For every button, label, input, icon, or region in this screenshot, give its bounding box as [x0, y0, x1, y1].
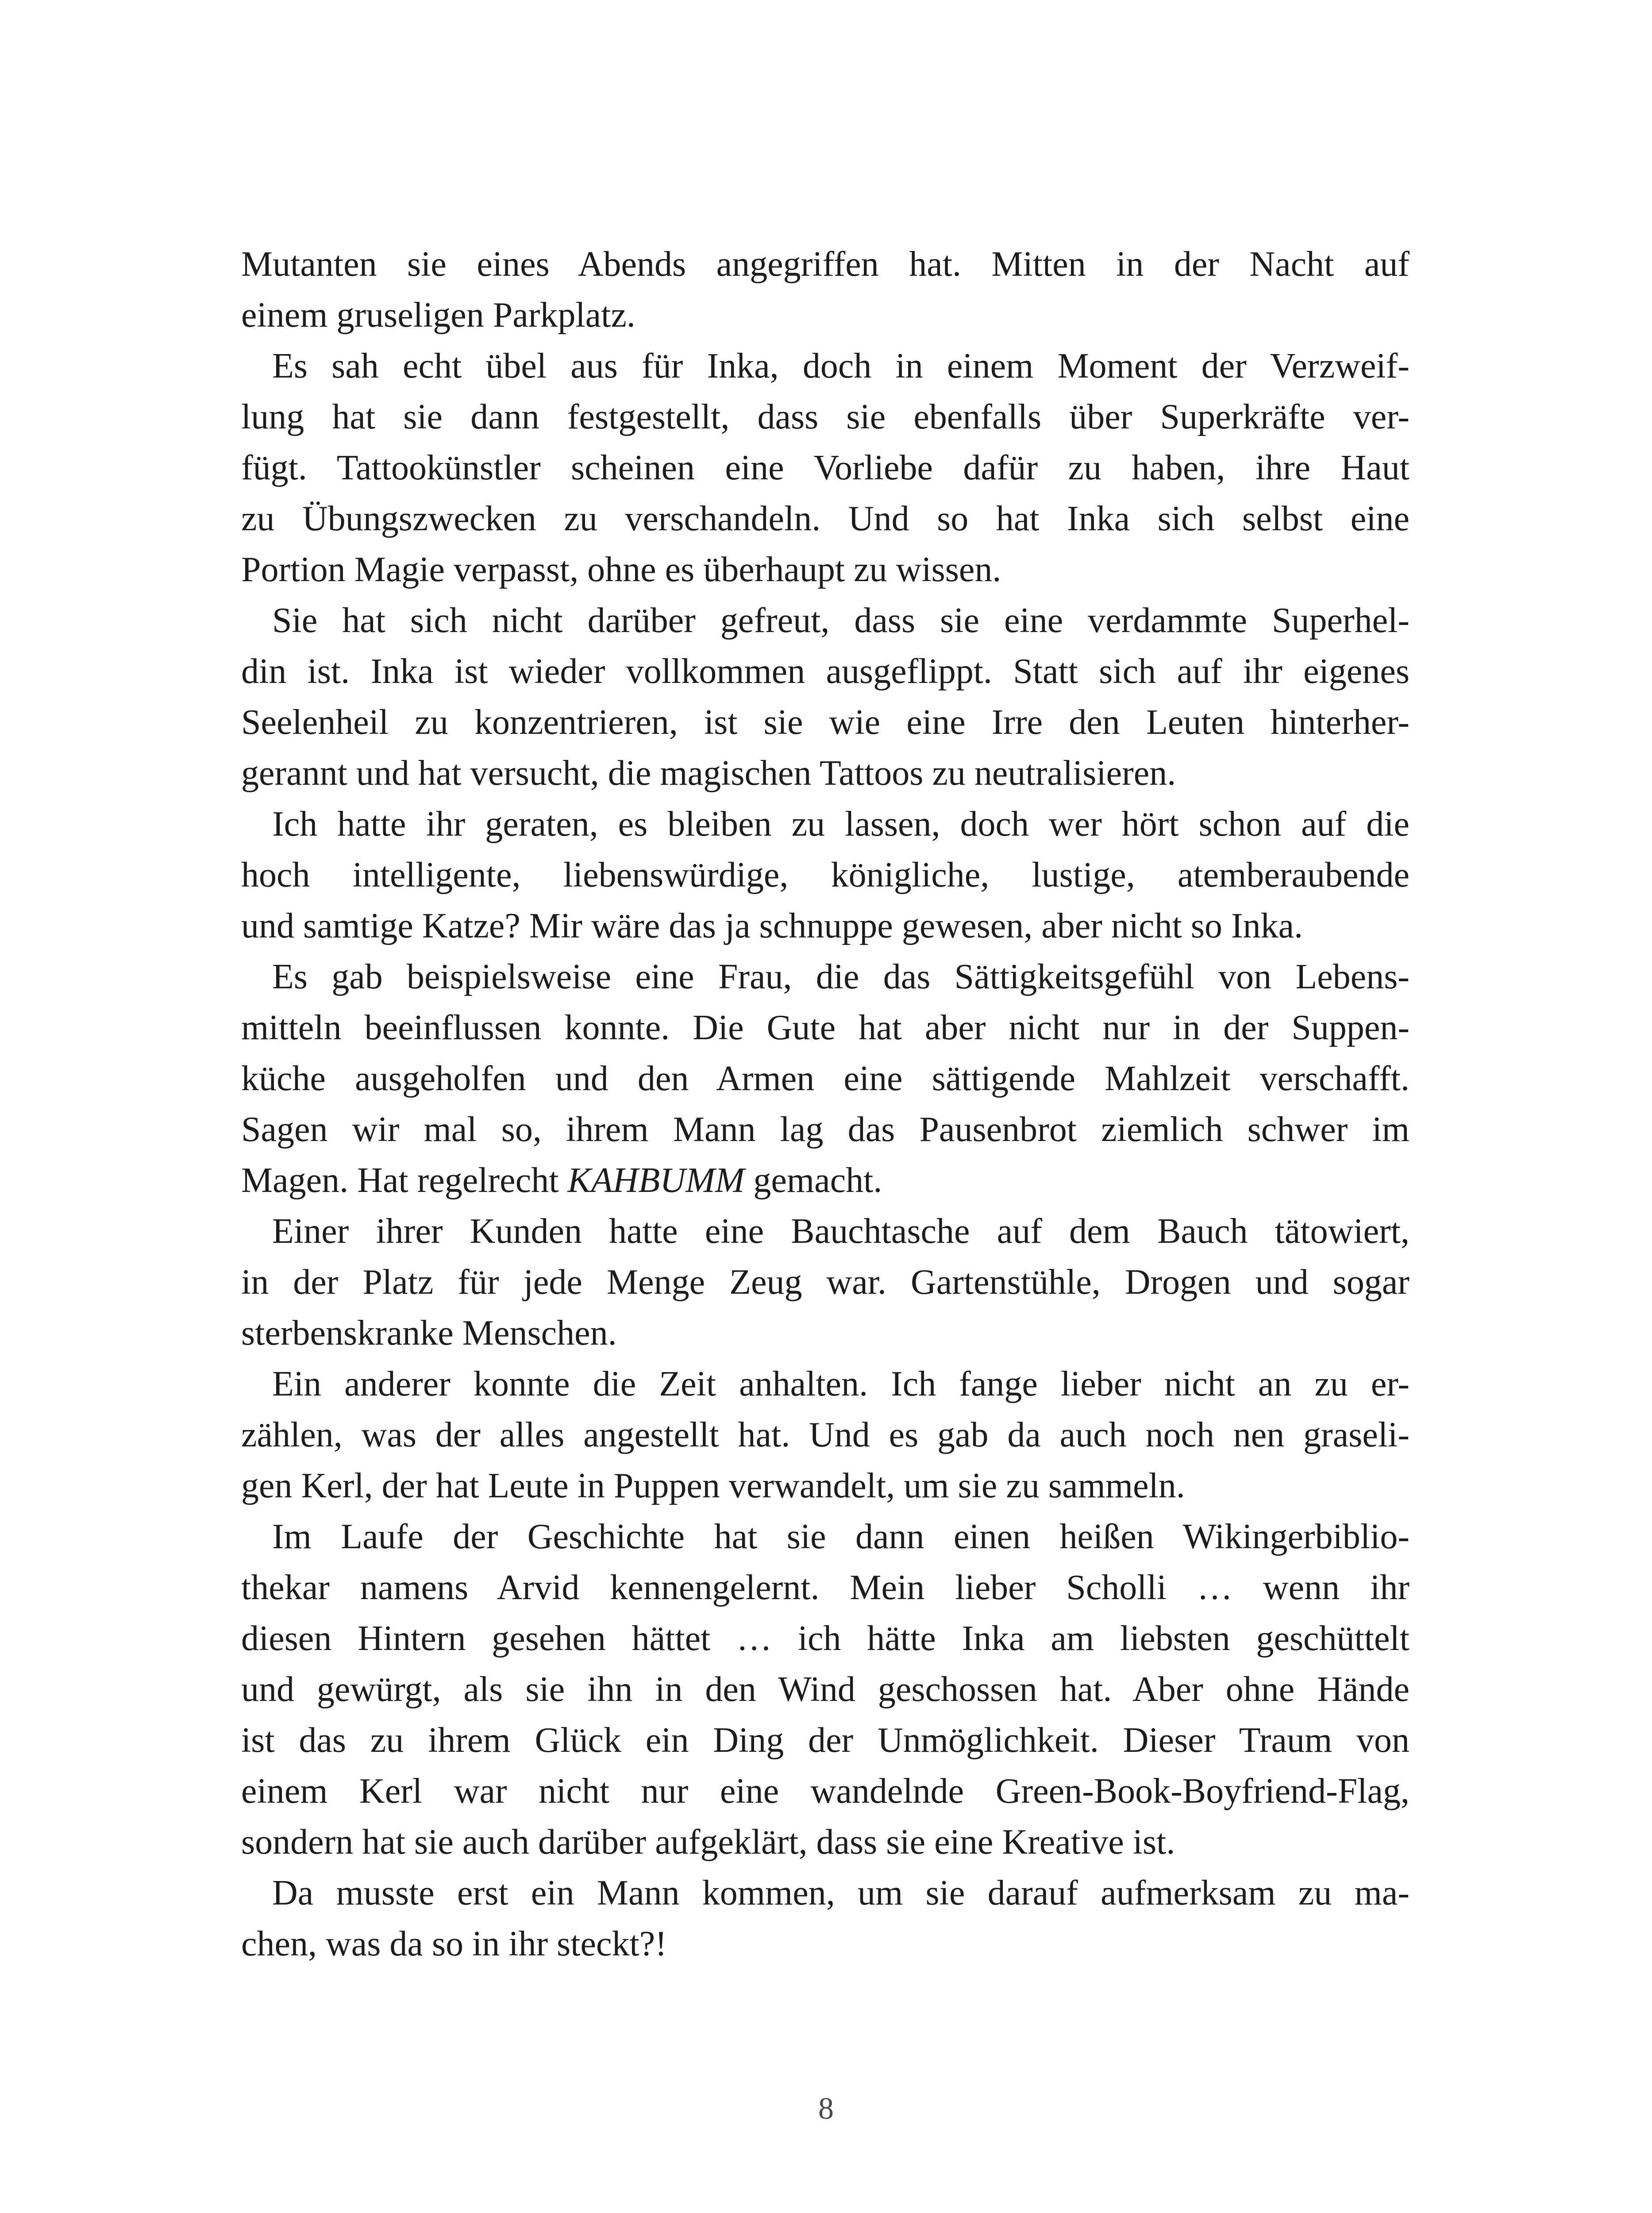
paragraph — [241, 341, 1409, 595]
paragraph — [241, 952, 1409, 1206]
text-line: thekar namens Arvid kennengelernt. Mein lieber Scholli … wenn ihr — [241, 1568, 1409, 1607]
text-line: Mutanten sie eines Abends angegriffen hat. Mitten in der Nacht auf — [241, 245, 1409, 284]
text-line: Einer ihrer Kunden hatte eine Bauchtasche auf dem Bauch tätowiert, — [272, 1212, 1409, 1251]
text-line: Sagen wir mal so, ihrem Mann lag das Pausenbrot ziemlich schwer im — [241, 1110, 1409, 1149]
paragraph — [241, 1511, 1409, 1868]
paragraph — [241, 799, 1409, 952]
text-line: Es sah echt übel aus für Inka, doch in einem Moment der Verzweif- — [272, 347, 1409, 386]
text-line: lung hat sie dann festgestellt, dass sie ebenfalls über Superkräfte ver- — [241, 397, 1409, 436]
text-line: in der Platz für jede Menge Zeug war. Gartenstühle, Drogen und sogar — [241, 1263, 1409, 1302]
text-line: mitteln beeinflussen konnte. Die Gute hat aber nicht nur in der Suppen- — [241, 1008, 1409, 1047]
text-line: ist das zu ihrem Glück ein Ding der Unmöglichkeit. Dieser Traum von — [241, 1721, 1409, 1760]
text-line: und samtige Katze? Mir wäre das ja schnuppe gewesen, aber nicht so Inka. — [241, 906, 1303, 945]
text-line: und gewürgt, als sie ihn in den Wind geschossen hat. Aber ohne Hände — [241, 1670, 1409, 1709]
text-segment: Magen. Hat regelrecht — [241, 1161, 568, 1200]
text-line: fügt. Tattookünstler scheinen eine Vorliebe dafür zu haben, ihre Haut — [241, 448, 1409, 487]
italic-word: KAHBUMM — [567, 1161, 745, 1200]
text-line: Sie hat sich nicht darüber gefreut, dass sie eine verdammte Superhel- — [272, 601, 1409, 640]
paragraph — [241, 239, 1409, 341]
text-line: einem gruseligen Parkplatz. — [241, 296, 635, 335]
text-line: diesen Hintern gesehen hättet … ich hätte Inka am liebsten geschüttelt — [241, 1619, 1409, 1658]
text-line: zu Übungszwecken zu verschandeln. Und so hat Inka sich selbst eine — [241, 499, 1409, 538]
text-line: chen, was da so in ihr steckt?! — [241, 1924, 667, 1963]
text-line: Da musste erst ein Mann kommen, um sie darauf aufmerksam zu ma- — [272, 1874, 1409, 1912]
text-line: din ist. Inka ist wieder vollkommen ausgeflippt. Statt sich auf ihr eigenes — [241, 652, 1409, 691]
text-line: Ich hatte ihr geraten, es bleiben zu lassen, doch wer hört schon auf die — [272, 805, 1409, 844]
text-line: Im Laufe der Geschichte hat sie dann einen heißen Wikingerbiblio- — [272, 1517, 1409, 1556]
text-line: küche ausgeholfen und den Armen eine sättigende Mahlzeit verschafft. — [241, 1059, 1409, 1098]
text-line: hoch intelligente, liebenswürdige, königliche, lustige, atemberaubende — [241, 856, 1409, 894]
text-line: sondern hat sie auch darüber aufgeklärt, dass sie eine Kreative ist. — [241, 1823, 1175, 1862]
page-number: 8 — [818, 2092, 834, 2126]
body-text — [241, 239, 1409, 1970]
text-line: zählen, was der alles angestellt hat. Und es gab da auch noch nen graseli- — [241, 1415, 1409, 1454]
paragraph — [241, 595, 1409, 799]
text-line: Seelenheil zu konzentrieren, ist sie wie eine Irre den Leuten hinterher- — [241, 703, 1409, 742]
text-line: sterbenskranke Menschen. — [241, 1314, 617, 1353]
text-line: Ein anderer konnte die Zeit anhalten. Ich fange lieber nicht an zu er- — [272, 1365, 1409, 1403]
text-line: Es gab beispielsweise eine Frau, die das Sättigkeitsgefühl von Lebens- — [272, 957, 1409, 996]
paragraph — [241, 1206, 1409, 1359]
text-line: einem Kerl war nicht nur eine wandelnde Green-Book-Boyfriend-Flag, — [241, 1772, 1409, 1811]
text-line: gerannt und hat versucht, die magischen Tattoos zu neutralisieren. — [241, 754, 1176, 793]
text-line: gen Kerl, der hat Leute in Puppen verwandelt, um sie zu sammeln. — [241, 1466, 1185, 1505]
text-line — [241, 1155, 1409, 1206]
paragraph — [241, 1359, 1409, 1511]
text-segment: gemacht. — [744, 1161, 882, 1200]
text-line: Portion Magie verpasst, ohne es überhaupt zu wissen. — [241, 550, 1001, 589]
paragraph — [241, 1868, 1409, 1970]
